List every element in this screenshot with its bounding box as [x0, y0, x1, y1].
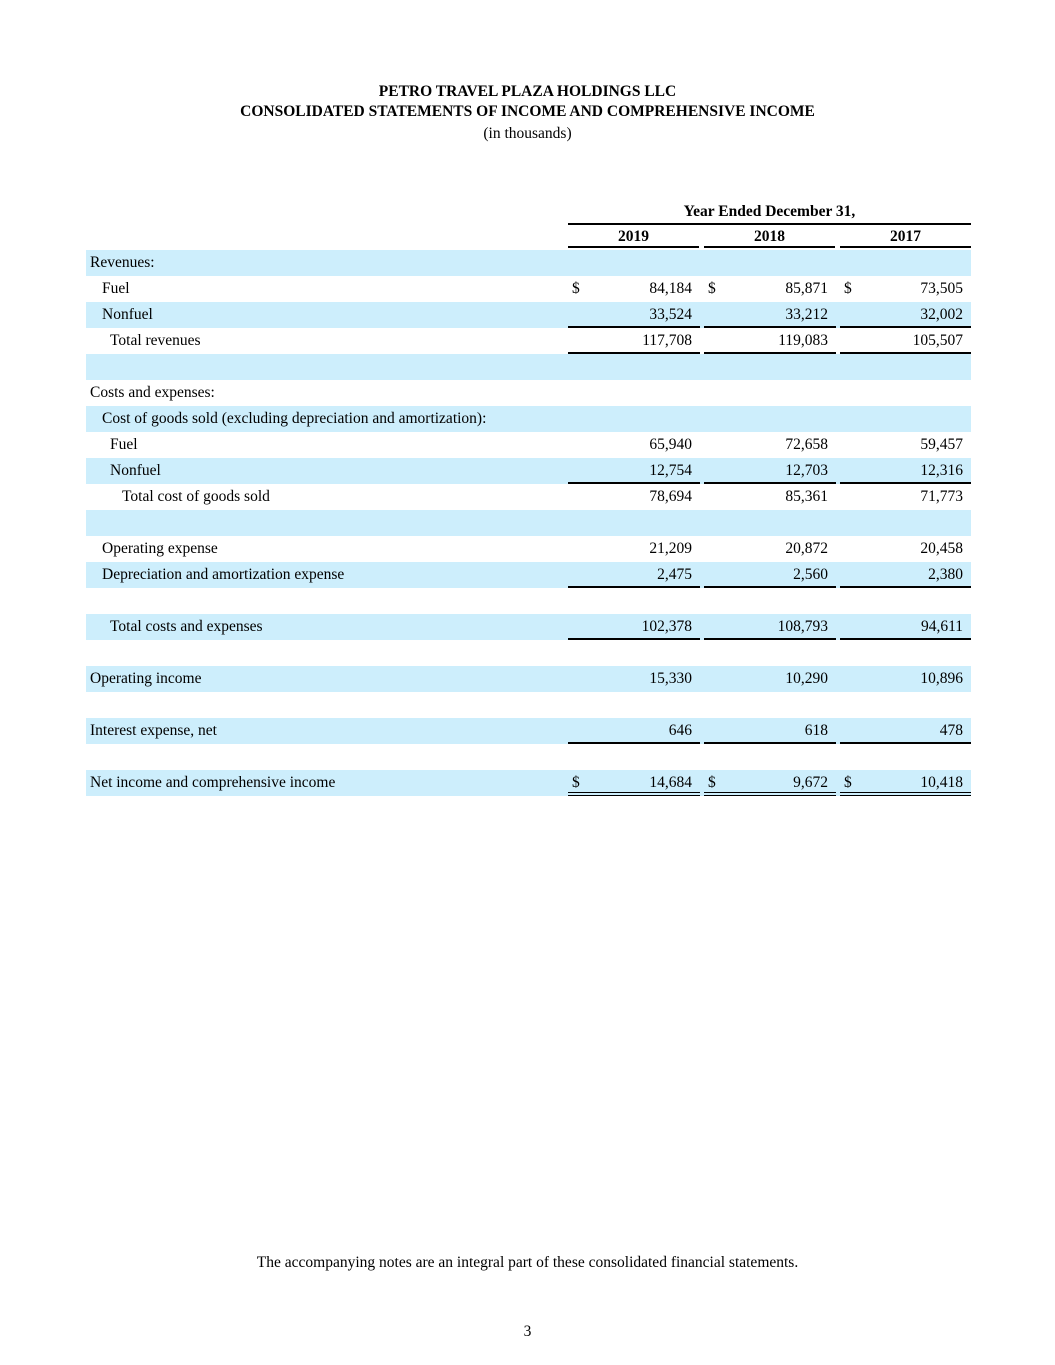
table-row-spacer: [86, 354, 971, 380]
value-2019: 2,475: [657, 566, 692, 583]
row-label: Operating expense: [102, 540, 218, 557]
value-2018: 33,212: [785, 306, 828, 323]
period-header: Year Ended December 31,: [568, 203, 971, 225]
row-label: Nonfuel: [102, 306, 153, 323]
table-row-total-revenues: [86, 328, 971, 354]
row-label: Total costs and expenses: [110, 618, 263, 635]
table-row-revenues-heading: [86, 250, 971, 276]
value-2019: 15,330: [649, 670, 692, 687]
value-2019: 12,754: [649, 462, 692, 479]
row-label: Total cost of goods sold: [122, 488, 270, 505]
row-label: Fuel: [102, 280, 130, 297]
units-note: (in thousands): [483, 125, 572, 142]
value-2018: 10,290: [785, 670, 828, 687]
row-label: Operating income: [90, 670, 202, 687]
table-row-revenue-fuel: [86, 276, 971, 302]
value-2017: 20,458: [920, 540, 963, 557]
row-label: Fuel: [110, 436, 138, 453]
table-row-interest-expense: [86, 718, 971, 744]
value-2018: 85,871: [785, 280, 828, 297]
value-2018: 119,083: [778, 332, 828, 349]
currency-symbol: $: [844, 774, 852, 791]
footer-note: The accompanying notes are an integral part of these consolidated financial statements.: [256, 1254, 799, 1271]
value-2019: 65,940: [649, 436, 692, 453]
value-2019: 646: [668, 722, 692, 739]
row-label: Depreciation and amortization expense: [102, 566, 345, 583]
value-2018: 20,872: [785, 540, 828, 557]
table-row-cogs-heading: [86, 406, 971, 432]
table-row-operating-expense: [86, 536, 971, 562]
year-header-2019: 2019: [568, 228, 699, 248]
statement-title: CONSOLIDATED STATEMENTS OF INCOME AND COMPREHENSIVE INCOME: [240, 103, 815, 120]
currency-symbol: $: [572, 280, 580, 297]
year-header-2017: 2017: [840, 228, 971, 248]
value-2019: 84,184: [649, 280, 692, 297]
value-2017: 59,457: [920, 436, 963, 453]
value-2019: 33,524: [649, 306, 692, 323]
table-row-revenue-nonfuel: [86, 302, 971, 328]
table-row-spacer: [86, 510, 971, 536]
value-2017: 94,611: [920, 618, 963, 635]
value-2018: 12,703: [785, 462, 828, 479]
currency-symbol: $: [708, 280, 716, 297]
table-row-net-income: [86, 770, 971, 796]
year-header-2018: 2018: [704, 228, 835, 248]
table-row-total-costs: [86, 614, 971, 640]
value-2019: 78,694: [649, 488, 692, 505]
row-label: Total revenues: [110, 332, 201, 349]
table-row-operating-income: [86, 666, 971, 692]
value-2017: 32,002: [920, 306, 963, 323]
value-2019: 117,708: [642, 332, 692, 349]
value-2018: 9,672: [793, 774, 828, 791]
row-label: Net income and comprehensive income: [90, 774, 336, 791]
table-row-costs-heading: [86, 380, 971, 406]
row-label: Nonfuel: [110, 462, 161, 479]
row-label: Interest expense, net: [90, 722, 217, 739]
value-2019: 21,209: [649, 540, 692, 557]
value-2018: 2,560: [793, 566, 828, 583]
row-label: Revenues:: [90, 254, 155, 271]
value-2018: 108,793: [777, 618, 828, 635]
currency-symbol: $: [844, 280, 852, 297]
currency-symbol: $: [572, 774, 580, 791]
value-2017: 478: [939, 722, 963, 739]
currency-symbol: $: [708, 774, 716, 791]
value-2018: 618: [804, 722, 828, 739]
value-2019: 14,684: [649, 774, 692, 791]
table-row-depreciation: [86, 562, 971, 588]
row-label: Cost of goods sold (excluding depreciation and amortization):: [102, 410, 487, 427]
table-row-cogs-fuel: [86, 432, 971, 458]
table-row-total-cogs: [86, 484, 971, 510]
value-2017: 105,507: [912, 332, 963, 349]
table-row-cogs-nonfuel: [86, 458, 971, 484]
value-2017: 10,418: [920, 774, 963, 791]
company-name: PETRO TRAVEL PLAZA HOLDINGS LLC: [378, 83, 677, 100]
value-2017: 73,505: [920, 280, 963, 297]
value-2017: 2,380: [928, 566, 963, 583]
value-2017: 10,896: [920, 670, 963, 687]
page-number: 3: [523, 1323, 532, 1340]
value-2019: 102,378: [641, 618, 692, 635]
value-2017: 71,773: [920, 488, 963, 505]
value-2018: 85,361: [785, 488, 828, 505]
row-label: Costs and expenses:: [90, 384, 215, 401]
value-2017: 12,316: [920, 462, 963, 479]
value-2018: 72,658: [785, 436, 828, 453]
